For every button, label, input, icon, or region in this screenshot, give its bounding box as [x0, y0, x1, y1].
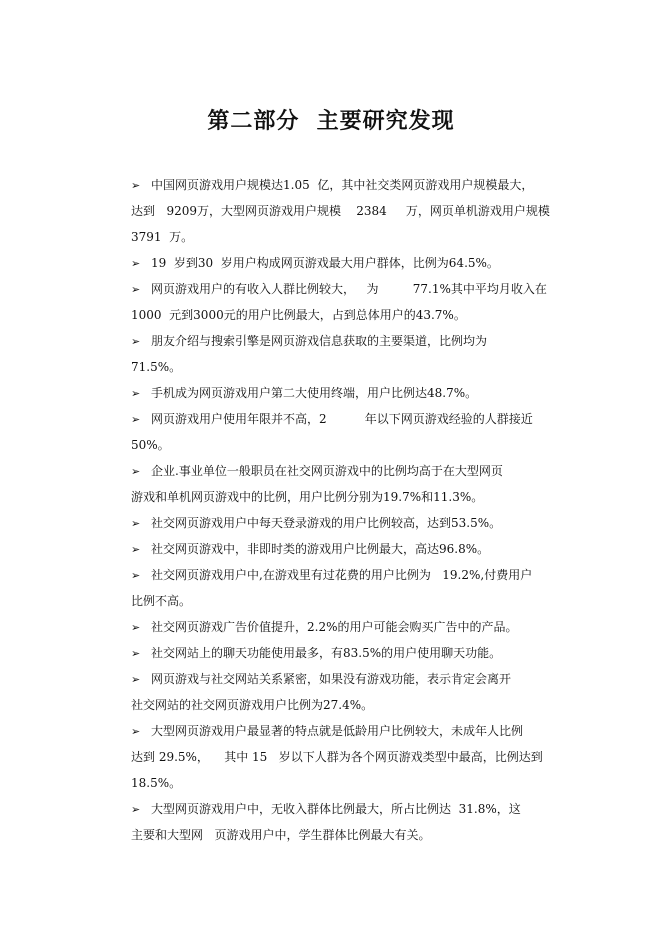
list-item-line	[131, 744, 571, 770]
arrow-bullet-icon: ➢	[131, 725, 141, 738]
list-item-text: 50%。	[131, 438, 170, 452]
arrow-bullet-icon: ➢	[131, 179, 141, 192]
list-item-line	[131, 172, 571, 198]
list-item-text: 网页游戏用户使用年限并不高，2 年以下网页游戏经验的人群接近	[151, 412, 533, 426]
list-item	[131, 172, 571, 250]
list-item	[131, 640, 571, 666]
list-item-line	[131, 614, 571, 640]
page-title: 第二部分 主要研究发现	[207, 108, 455, 134]
list-item	[131, 510, 571, 536]
list-item-line	[131, 536, 571, 562]
list-item-line	[131, 692, 571, 718]
list-item-line	[131, 484, 571, 510]
list-item-text: 大型网页游戏用户中，无收入群体比例最大，所占比例达 31.8%，这	[151, 802, 521, 816]
arrow-bullet-icon: ➢	[131, 673, 141, 686]
list-item-text: 手机成为网页游戏用户第二大使用终端，用户比例达48.7%。	[151, 386, 478, 400]
list-item-line	[131, 770, 571, 796]
list-item-line	[131, 406, 571, 432]
list-item	[131, 562, 571, 614]
list-item	[131, 666, 571, 718]
arrow-bullet-icon: ➢	[131, 621, 141, 634]
arrow-bullet-icon: ➢	[131, 257, 141, 270]
list-item-line	[131, 328, 571, 354]
list-item-text: 3791 万。	[131, 230, 194, 244]
list-item-text: 社交网页游戏用户中,在游戏里有过花费的用户比例为 19.2%,付费用户	[151, 568, 533, 582]
list-item-text: 中国网页游戏用户规模达1.05 亿，其中社交类网页游戏用户规模最大，	[151, 178, 534, 192]
list-item-text: 社交网页游戏广告价值提升，2.2%的用户可能会购买广告中的产品。	[151, 620, 518, 634]
findings-list	[131, 172, 571, 848]
arrow-bullet-icon: ➢	[131, 647, 141, 660]
arrow-bullet-icon: ➢	[131, 387, 141, 400]
list-item-text: 大型网页游戏用户最显著的特点就是低龄用户比例较大，未成年人比例	[151, 724, 524, 738]
list-item-text: 企业.事业单位一般职员在社交网页游戏中的比例均高于在大型网页	[151, 464, 503, 478]
list-item-line	[131, 666, 571, 692]
list-item-line	[131, 510, 571, 536]
list-item-line	[131, 198, 571, 224]
list-item-line	[131, 224, 571, 250]
list-item-line	[131, 796, 571, 822]
list-item-text: 达到 29.5%， 其中 15 岁以下人群为各个网页游戏类型中最高，比例达到	[131, 750, 543, 764]
list-item-text: 社交网站的社交网页游戏用户比例为27.4%。	[131, 698, 374, 712]
list-item	[131, 536, 571, 562]
list-item-text: 社交网页游戏用户中每天登录游戏的用户比例较高，达到53.5%。	[151, 516, 502, 530]
list-item-text: 18.5%。	[131, 776, 182, 790]
list-item	[131, 328, 571, 380]
list-item-text: 达到 9209万，大型网页游戏用户规模 2384 万，网页单机游戏用户规模	[131, 204, 550, 218]
list-item	[131, 718, 571, 796]
list-item-line	[131, 562, 571, 588]
arrow-bullet-icon: ➢	[131, 465, 141, 478]
list-item-text: 社交网页游戏中，非即时类的游戏用户比例最大，高达96.8%。	[151, 542, 490, 556]
arrow-bullet-icon: ➢	[131, 543, 141, 556]
list-item-text: 71.5%。	[131, 360, 182, 374]
list-item-text: 游戏和单机网页游戏中的比例，用户比例分别为19.7%和11.3%。	[131, 490, 484, 504]
list-item-line	[131, 380, 571, 406]
list-item	[131, 250, 571, 276]
list-item-text: 1000 元到3000元的用户比例最大，占到总体用户的43.7%。	[131, 308, 466, 322]
list-item	[131, 614, 571, 640]
list-item	[131, 796, 571, 848]
list-item-line	[131, 276, 571, 302]
list-item-line	[131, 302, 571, 328]
list-item	[131, 380, 571, 406]
list-item-text: 网页游戏用户的有收入人群比例较大， 为 77.1%其中平均月收入在	[151, 282, 547, 296]
list-item-text: 网页游戏与社交网站关系紧密，如果没有游戏功能，表示肯定会离开	[151, 672, 512, 686]
list-item	[131, 276, 571, 328]
list-item-text: 朋友介绍与搜索引擎是网页游戏信息获取的主要渠道，比例均为	[151, 334, 488, 348]
list-item-text: 主要和大型网 页游戏用户中，学生群体比例最大有关。	[131, 828, 431, 842]
list-item-line	[131, 588, 571, 614]
list-item-line	[131, 250, 571, 276]
list-item-text: 比例不高。	[131, 594, 192, 608]
list-item-line	[131, 822, 571, 848]
list-item-text: 社交网站上的聊天功能使用最多，有83.5%的用户使用聊天功能。	[151, 646, 502, 660]
list-item-line	[131, 718, 571, 744]
list-item	[131, 406, 571, 458]
arrow-bullet-icon: ➢	[131, 569, 141, 582]
list-item-line	[131, 432, 571, 458]
list-item-line	[131, 354, 571, 380]
list-item	[131, 458, 571, 510]
arrow-bullet-icon: ➢	[131, 517, 141, 530]
arrow-bullet-icon: ➢	[131, 335, 141, 348]
arrow-bullet-icon: ➢	[131, 413, 141, 426]
list-item-text: 19 岁到30 岁用户构成网页游戏最大用户群体，比例为64.5%。	[151, 256, 499, 270]
list-item-line	[131, 640, 571, 666]
list-item-line	[131, 458, 571, 484]
arrow-bullet-icon: ➢	[131, 803, 141, 816]
arrow-bullet-icon: ➢	[131, 283, 141, 296]
